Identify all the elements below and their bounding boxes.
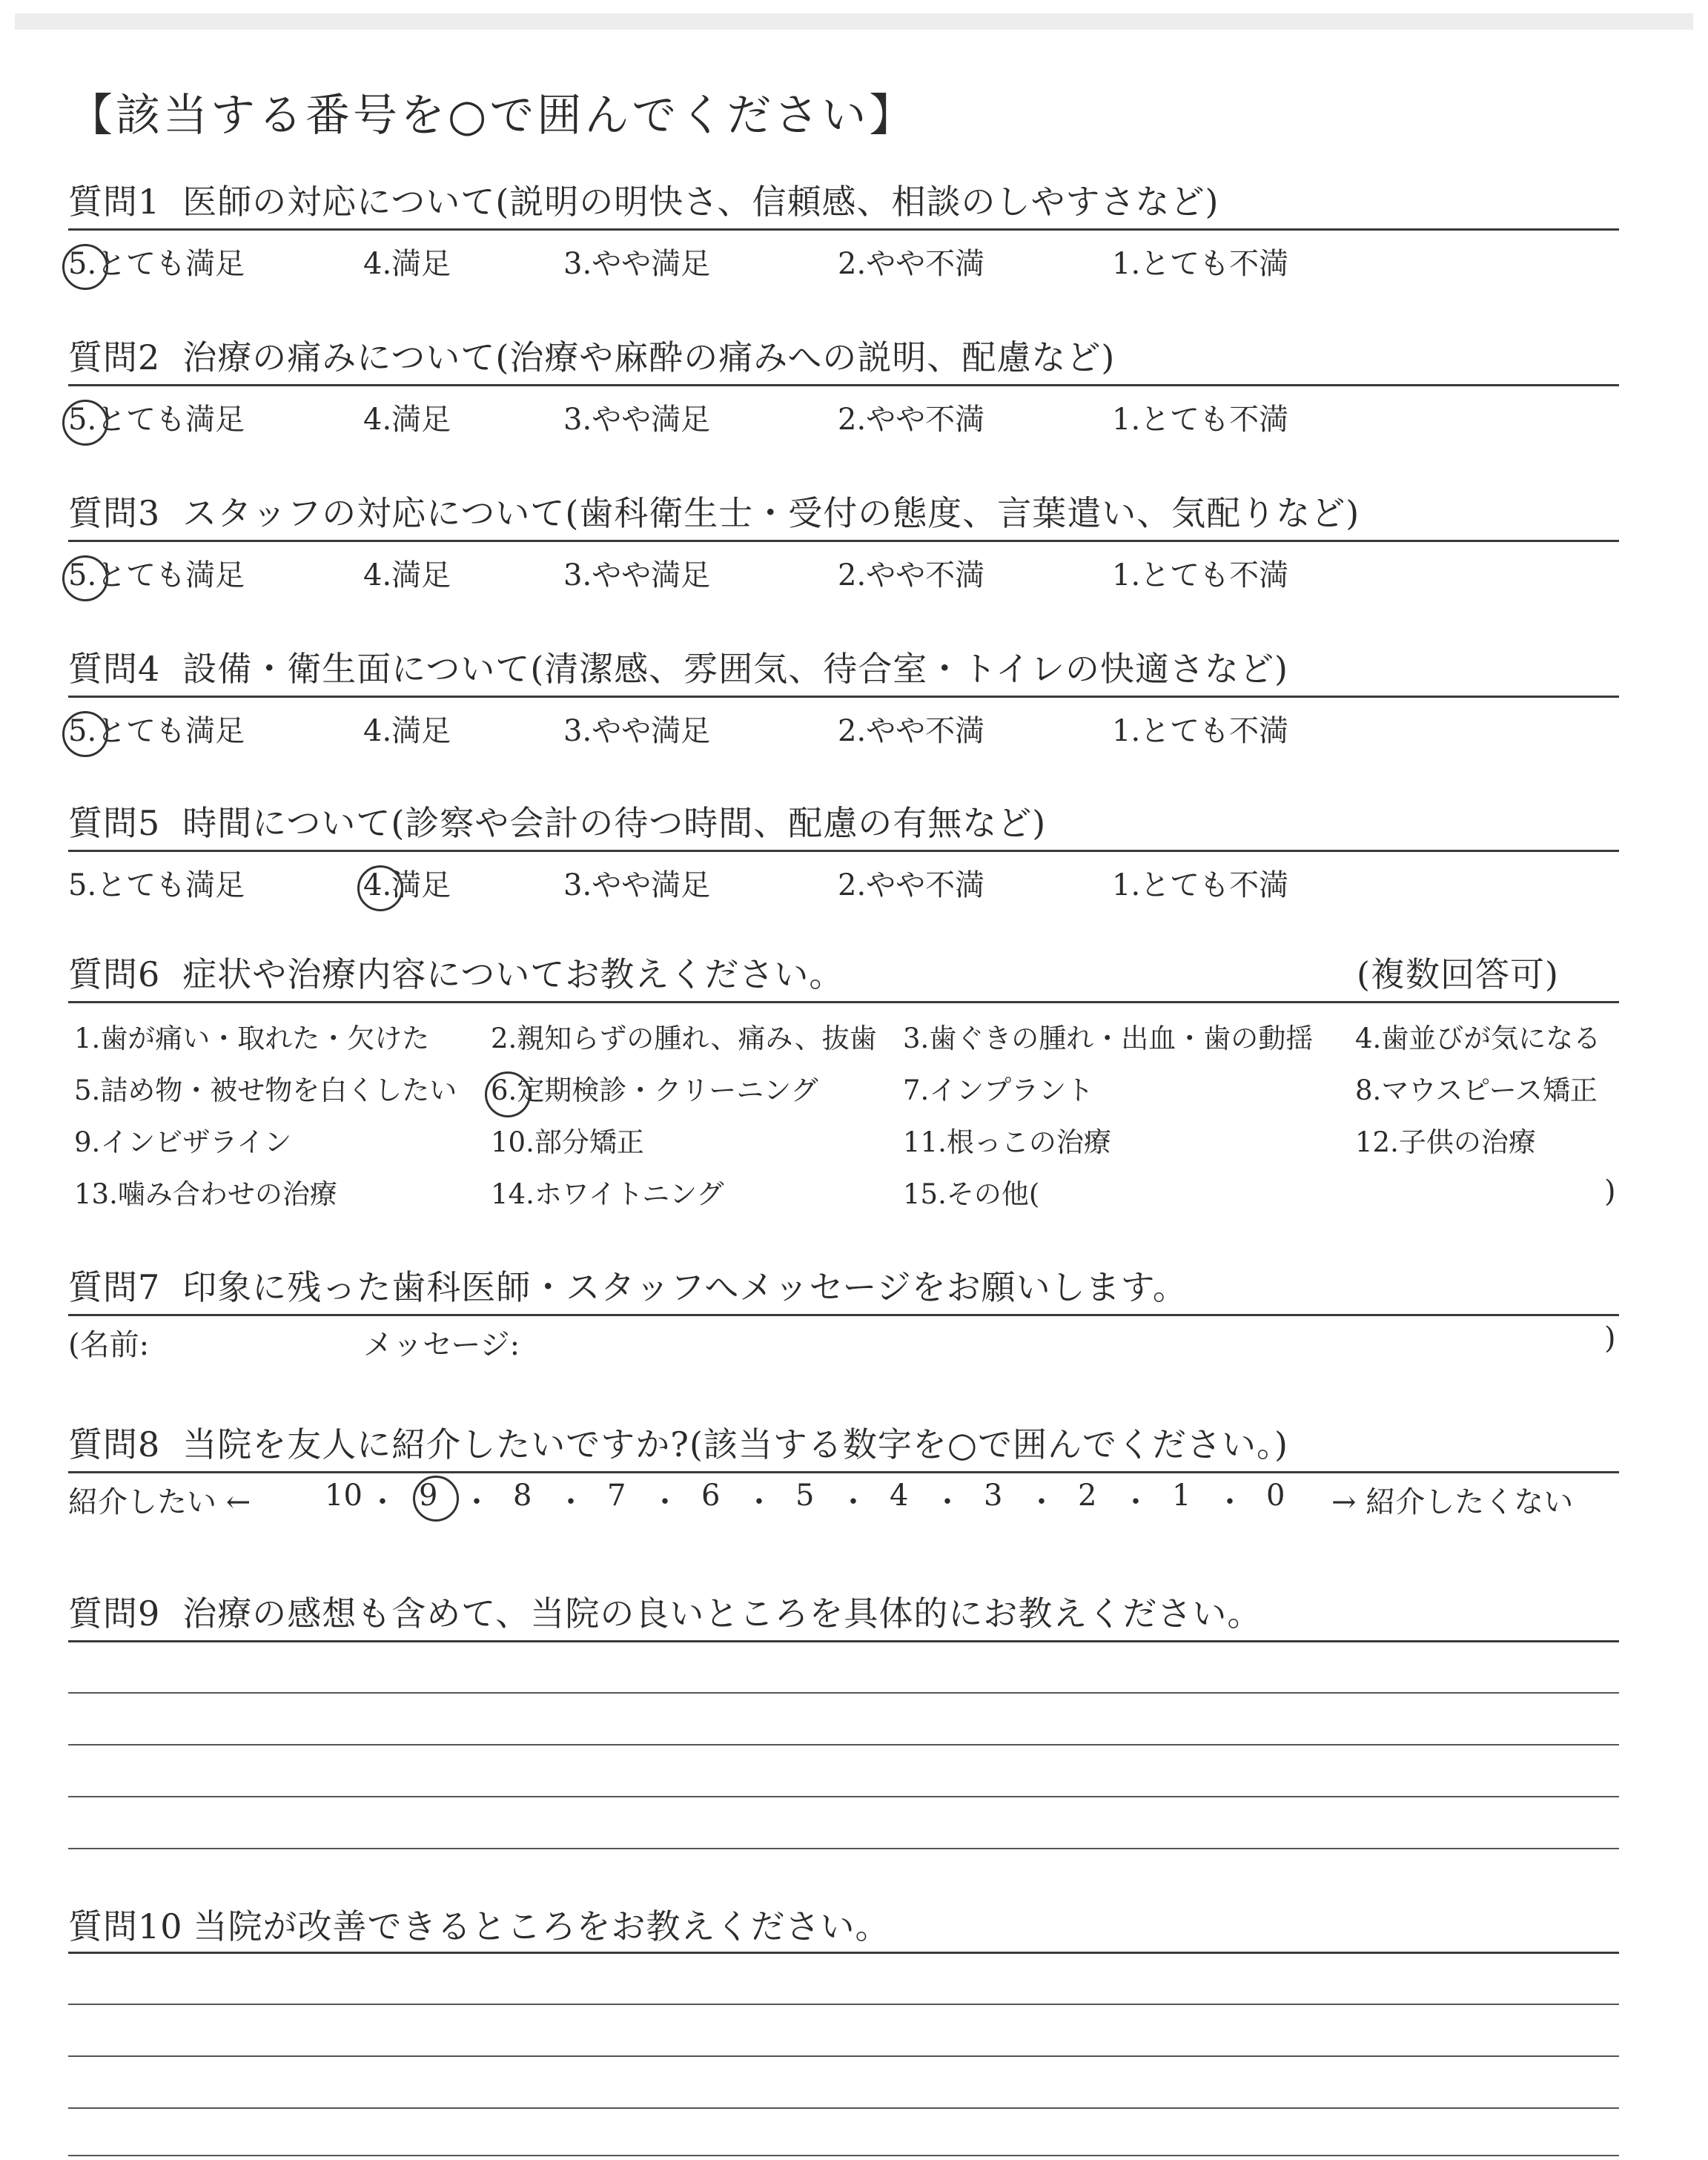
option-number: 1. <box>1112 558 1141 592</box>
rating-option[interactable] <box>1112 552 1288 594</box>
rating-option[interactable] <box>1112 862 1288 904</box>
answer-line <box>68 1692 1619 1694</box>
question-text: 印象に残った歯科医師・スタッフへメッセージをお願いします。 <box>182 1267 1188 1307</box>
question-5-title <box>68 796 1046 845</box>
answer-line <box>68 2155 1619 2156</box>
symptom-option[interactable] <box>903 1016 1313 1056</box>
option-label: インプラント <box>929 1074 1094 1106</box>
option-label: とても満足 <box>96 714 245 748</box>
option-number: 11. <box>903 1126 947 1158</box>
option-label: やや満足 <box>592 403 711 437</box>
option-number: 1. <box>1112 868 1141 902</box>
rating-option[interactable] <box>838 552 984 594</box>
question-text: スタッフの対応について(歯科衛生士・受付の態度、言葉遣い、気配りなど) <box>182 493 1360 533</box>
question-number: 質問6 <box>68 954 161 994</box>
option-number: 2. <box>838 714 867 748</box>
option-label: 歯ぐきの腫れ・出血・歯の動揺 <box>929 1023 1314 1054</box>
answer-line <box>68 1848 1619 1849</box>
scale-separator: ・ <box>1121 1485 1151 1519</box>
scale-separator: ・ <box>933 1485 962 1519</box>
option-number: 13. <box>74 1178 118 1210</box>
option-label: やや不満 <box>866 247 985 281</box>
option-label: 親知らずの腫れ、痛み、抜歯 <box>517 1023 877 1054</box>
question-text: 医師の対応について(説明の明快さ、信頼感、相談のしやすさなど) <box>182 182 1219 222</box>
option-label: とても不満 <box>1140 403 1289 437</box>
scale-number[interactable]: 5 <box>795 1479 815 1513</box>
scale-number[interactable]: 10 <box>325 1479 363 1513</box>
option-label: やや不満 <box>866 558 985 592</box>
question-text: 設備・衛生面について(清潔感、雰囲気、待合室・トイレの快適さなど) <box>182 649 1288 689</box>
scale-separator: ・ <box>650 1485 680 1519</box>
scan-top-edge <box>15 13 1693 30</box>
question-9-rule <box>68 1640 1619 1642</box>
question-number: 質問4 <box>68 649 161 689</box>
option-number: 2. <box>838 558 867 592</box>
option-number: 12. <box>1355 1126 1399 1158</box>
answer-line <box>68 1744 1619 1745</box>
rating-option[interactable] <box>363 240 451 283</box>
scale-number[interactable]: 3 <box>984 1479 1003 1513</box>
option-label: 定期検診・クリーニング <box>517 1074 818 1106</box>
question-text: 症状や治療内容についてお教えください。 <box>182 954 844 994</box>
option-label: その他( <box>946 1178 1040 1210</box>
question-2-title <box>68 331 1115 380</box>
scale-separator: ・ <box>838 1485 868 1519</box>
question-number: 質問2 <box>68 337 161 377</box>
option-number: 3. <box>563 868 592 902</box>
option-label: やや満足 <box>592 868 711 902</box>
option-label: 詰め物・被せ物を白くしたい <box>100 1074 457 1106</box>
question-text: 治療の感想も含めて、当院の良いところを具体的にお教えください。 <box>182 1593 1262 1634</box>
scale-separator: ・ <box>1027 1485 1056 1519</box>
symptom-option[interactable] <box>491 1120 644 1160</box>
question-text: 治療の痛みについて(治療や麻酔の痛みへの説明、配慮など) <box>182 337 1116 377</box>
option-label: 根っこの治療 <box>946 1126 1111 1158</box>
option-number: 1. <box>1112 403 1141 437</box>
question-3-rule <box>68 540 1619 542</box>
question-2-rule <box>68 384 1619 386</box>
option-label: ホワイトニング <box>534 1178 724 1210</box>
option-number: 3. <box>563 403 592 437</box>
option-label: とても満足 <box>96 558 245 592</box>
option-number: 4. <box>363 868 392 902</box>
symptom-option[interactable] <box>491 1068 818 1108</box>
rating-option[interactable] <box>563 396 710 438</box>
rating-option[interactable] <box>563 707 710 750</box>
option-number: 2. <box>838 403 867 437</box>
symptom-option[interactable] <box>74 1172 337 1212</box>
option-number: 2. <box>491 1023 517 1054</box>
symptom-option[interactable] <box>491 1172 724 1212</box>
scale-number[interactable]: 7 <box>607 1479 626 1513</box>
scale-number[interactable]: 1 <box>1172 1479 1191 1513</box>
symptom-option[interactable] <box>903 1068 1093 1108</box>
rating-option[interactable] <box>838 862 984 904</box>
symptom-option[interactable] <box>1355 1016 1601 1056</box>
scale-left-label: 紹介したい ← <box>68 1485 251 1519</box>
option-label: やや満足 <box>592 558 711 592</box>
option-label: 満足 <box>391 403 451 437</box>
question-number: 質問9 <box>68 1593 161 1634</box>
scale-number[interactable]: 4 <box>890 1479 909 1513</box>
option-number: 3. <box>563 558 592 592</box>
question-1-title <box>68 175 1219 224</box>
option-label: 歯が痛い・取れた・欠けた <box>100 1023 430 1054</box>
scale-number[interactable]: 8 <box>513 1479 532 1513</box>
form-instruction-header: 【該当する番号を○で囲んでください】 <box>68 90 917 142</box>
scale-number[interactable]: 0 <box>1266 1479 1285 1513</box>
rating-option[interactable] <box>68 862 245 904</box>
message-label: メッセージ: <box>363 1328 520 1362</box>
symptom-option[interactable] <box>903 1172 1039 1212</box>
rating-option[interactable] <box>68 552 245 594</box>
message-close-paren: ) <box>1604 1321 1616 1355</box>
question-10-rule <box>68 1952 1619 1954</box>
option-label: とても不満 <box>1140 558 1289 592</box>
option-number: 4. <box>363 403 392 437</box>
option-label: 満足 <box>391 868 451 902</box>
option-number: 1. <box>74 1023 101 1054</box>
option-number: 7. <box>903 1074 930 1106</box>
question-6-rule <box>68 1001 1619 1003</box>
option-label: とても不満 <box>1140 714 1289 748</box>
answer-line <box>68 1796 1619 1797</box>
option-number: 3. <box>563 247 592 281</box>
scale-separator: ・ <box>462 1485 491 1519</box>
option-label: やや満足 <box>592 714 711 748</box>
rating-option[interactable] <box>363 552 451 594</box>
rating-option[interactable] <box>363 396 451 438</box>
option-number: 5. <box>68 558 97 592</box>
option-label: やや不満 <box>866 868 985 902</box>
rating-option[interactable] <box>1112 240 1288 283</box>
question-text: 当院を友人に紹介したいですか?(該当する数字を○で囲んでください。) <box>182 1424 1288 1464</box>
option-number: 1. <box>1112 714 1141 748</box>
question-4-title <box>68 642 1288 691</box>
option-number: 14. <box>491 1178 534 1210</box>
option-label: マウスピース矯正 <box>1381 1074 1598 1106</box>
question-1-rule <box>68 228 1619 231</box>
option-number: 2. <box>838 868 867 902</box>
option-label: とても不満 <box>1140 868 1289 902</box>
option-label: やや満足 <box>592 247 711 281</box>
scale-right-label: → 紹介したくない <box>1331 1485 1574 1519</box>
question-number: 質問7 <box>68 1267 161 1307</box>
option-label: 部分矯正 <box>534 1126 644 1158</box>
scale-separator: ・ <box>368 1485 397 1519</box>
option-number: 15. <box>903 1178 947 1210</box>
scale-separator: ・ <box>1215 1485 1245 1519</box>
name-label: (名前: <box>68 1328 150 1362</box>
option-number: 5. <box>68 714 97 748</box>
option-label: とても満足 <box>96 868 245 902</box>
question-number: 質問3 <box>68 493 161 533</box>
answer-line <box>68 2107 1619 2109</box>
rating-option[interactable] <box>838 240 984 283</box>
scale-separator: ・ <box>744 1485 774 1519</box>
question-9-title <box>68 1587 1262 1636</box>
option-number: 5. <box>68 868 97 902</box>
rating-option[interactable] <box>1112 396 1288 438</box>
rating-option[interactable] <box>363 862 451 904</box>
option-number: 6. <box>491 1074 517 1106</box>
question-4-rule <box>68 696 1619 698</box>
question-6-title <box>68 948 1559 997</box>
symptom-option[interactable] <box>491 1016 877 1056</box>
option-label: 満足 <box>391 558 451 592</box>
option-label: 子供の治療 <box>1398 1126 1536 1158</box>
multiple-answers-note: (複数回答可) <box>1357 954 1559 994</box>
option-number: 10. <box>491 1126 534 1158</box>
question-8-title <box>68 1418 1288 1467</box>
scale-number[interactable]: 9 <box>419 1479 438 1513</box>
symptom-option[interactable] <box>903 1120 1111 1160</box>
question-number: 質問8 <box>68 1424 161 1464</box>
option-label: 歯並びが気になる <box>1381 1023 1601 1054</box>
question-text: 時間について(診察や会計の待つ時間、配慮の有無など) <box>182 803 1047 843</box>
option-label: インビザライン <box>100 1126 292 1158</box>
option-number: 5. <box>68 403 97 437</box>
question-7-title <box>68 1261 1188 1309</box>
message-row <box>68 1321 1619 1363</box>
rating-option[interactable] <box>563 552 710 594</box>
rating-option[interactable] <box>563 240 710 283</box>
option-number: 9. <box>74 1126 101 1158</box>
rating-option[interactable] <box>68 707 245 750</box>
option-number: 5. <box>68 247 97 281</box>
option-number: 5. <box>74 1074 101 1106</box>
question-text: 当院が改善できるところをお教えください。 <box>193 1906 890 1946</box>
question-8-rule <box>68 1471 1619 1473</box>
question-7-rule <box>68 1314 1619 1316</box>
option-number: 4. <box>363 714 392 748</box>
question-10-title <box>68 1900 890 1949</box>
question-3-title <box>68 486 1360 535</box>
answer-line <box>68 2055 1619 2057</box>
option-label: やや不満 <box>866 403 985 437</box>
scale-number[interactable]: 6 <box>701 1479 721 1513</box>
option-label: 満足 <box>391 714 451 748</box>
rating-option[interactable] <box>68 396 245 438</box>
option-number: 3. <box>903 1023 930 1054</box>
option-number: 4. <box>363 558 392 592</box>
rating-option[interactable] <box>838 396 984 438</box>
other-close-paren: ) <box>1604 1175 1616 1209</box>
option-number: 4. <box>363 247 392 281</box>
symptom-option[interactable] <box>1355 1120 1536 1160</box>
option-label: とても満足 <box>96 403 245 437</box>
rating-option[interactable] <box>838 707 984 750</box>
rating-option[interactable] <box>363 707 451 750</box>
question-number: 質問5 <box>68 803 161 843</box>
question-number: 質問10 <box>68 1906 183 1946</box>
option-number: 4. <box>1355 1023 1382 1054</box>
option-label: やや不満 <box>866 714 985 748</box>
option-number: 8. <box>1355 1074 1382 1106</box>
question-number: 質問1 <box>68 182 161 222</box>
rating-option[interactable] <box>1112 707 1288 750</box>
option-label: とても不満 <box>1140 247 1289 281</box>
option-number: 3. <box>563 714 592 748</box>
symptom-option[interactable] <box>1355 1068 1598 1108</box>
option-number: 1. <box>1112 247 1141 281</box>
symptom-option[interactable] <box>74 1120 291 1160</box>
scale-number[interactable]: 2 <box>1078 1479 1097 1513</box>
option-number: 2. <box>838 247 867 281</box>
answer-line <box>68 2004 1619 2005</box>
rating-option[interactable] <box>563 862 710 904</box>
option-label: 満足 <box>391 247 451 281</box>
rating-option[interactable] <box>68 240 245 283</box>
recommend-scale <box>68 1479 1619 1520</box>
symptom-option[interactable] <box>74 1016 429 1056</box>
option-label: 噛み合わせの治療 <box>117 1178 337 1210</box>
question-5-rule <box>68 850 1619 852</box>
symptom-option[interactable] <box>74 1068 457 1108</box>
option-label: とても満足 <box>96 247 245 281</box>
scale-separator: ・ <box>556 1485 586 1519</box>
